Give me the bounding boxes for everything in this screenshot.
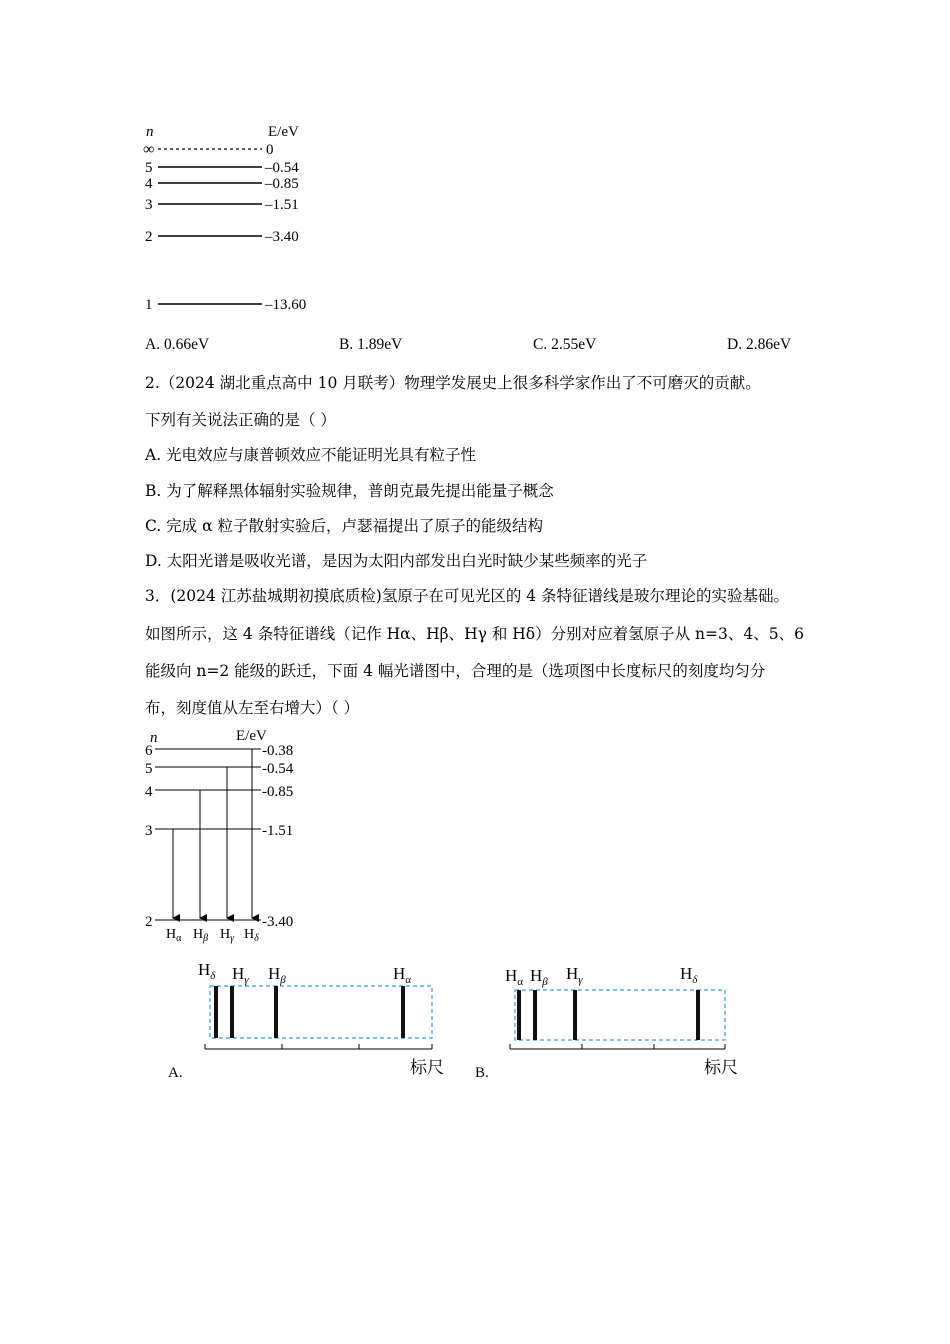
d2-n-4: 4 (145, 784, 153, 800)
level-n-3: 3 (145, 197, 153, 213)
energy-header: E/eV (268, 124, 299, 140)
q2-option-a: A. 光电效应与康普顿效应不能证明光具有粒子性 (145, 446, 477, 464)
spectrum-b-ruler-label: 标尺 (704, 1058, 738, 1077)
d2-n-6: 6 (145, 743, 153, 759)
spectrum-b-label-delta: $H_\delta$ (680, 964, 698, 986)
spectrum-b-label-gamma: $H_\gamma$ (566, 964, 583, 986)
spectrum-b-option: B. (475, 1065, 489, 1081)
level-e-5: –0.54 (265, 160, 299, 176)
spectrum-a-ruler-label: 标尺 (410, 1058, 444, 1077)
spectrum-b-box (515, 990, 725, 1040)
transition-diagram (0, 720, 400, 950)
spectrum-a-line-alpha (401, 986, 405, 1038)
n-header-2: n (150, 730, 158, 746)
spectrum-b-label-beta: $H_\beta$ (530, 966, 548, 988)
level-n-2: 2 (145, 229, 153, 245)
level-e-4: –0.85 (265, 176, 299, 192)
q1-option-c: C. 2.55eV (533, 336, 597, 353)
d2-n-5: 5 (145, 761, 153, 777)
spectrum-a-label-beta: $H_\beta$ (268, 964, 286, 986)
q2-stem-line1: 2.（2024 湖北重点高中 10 月联考）物理学发展史上很多科学家作出了不可磨灭的贡献。 (145, 374, 761, 392)
d2-e-6: -0.38 (262, 743, 294, 759)
q1-option-d: D. 2.86eV (727, 336, 792, 353)
spectrum-a-line-delta (214, 986, 218, 1038)
energy-level-diagram-1 (0, 0, 950, 330)
q3-line1: 3．(2024 江苏盐城期初摸底质检)氢原子在可见光区的 4 条特征谱线是玻尔理论的实验基础。 (145, 587, 790, 605)
spectrum-b-label-alpha: $H_\alpha$ (505, 966, 524, 988)
label-h-beta: $H_\beta$ (193, 927, 209, 944)
q3-line3: 能级向 n=2 能级的跃迁，下面 4 幅光谱图中，合理的是（选项图中长度标尺的刻度均匀分 (145, 662, 766, 680)
q2-option-b: B. 为了解释黑体辐射实验规律，普朗克最先提出能量子概念 (145, 482, 554, 500)
level-n-1: 1 (145, 297, 153, 313)
n-header: n (146, 124, 154, 140)
d2-n-3: 3 (145, 823, 153, 839)
level-n-4: 4 (145, 176, 153, 192)
level-e-1: –13.60 (265, 297, 307, 313)
level-e-2: –3.40 (265, 229, 299, 245)
d2-e-3: -1.51 (262, 823, 294, 839)
spectrum-b-line-beta (533, 990, 537, 1040)
q2-stem-line2: 下列有关说法正确的是（ ） (145, 411, 336, 429)
q3-line4: 布，刻度值从左至右增大）（ ） (145, 699, 360, 717)
spectrum-a-line-beta (274, 986, 278, 1038)
label-h-delta: $H_\delta$ (244, 927, 259, 944)
level-e-inf: 0 (266, 142, 274, 158)
spectrum-a-option: A. (168, 1065, 183, 1081)
q1-option-a: A. 0.66eV (145, 336, 210, 353)
q2-option-c: C. 完成 α 粒子散射实验后，卢瑟福提出了原子的能级结构 (145, 517, 543, 535)
level-n-5: 5 (145, 160, 153, 176)
spectrum-b (465, 955, 775, 1085)
d2-e-2: -3.40 (262, 914, 294, 930)
d2-e-4: -0.85 (262, 784, 294, 800)
spectrum-b-line-alpha (517, 990, 521, 1040)
q1-option-b: B. 1.89eV (339, 336, 403, 353)
label-h-gamma: $H_\gamma$ (220, 927, 235, 944)
spectrum-a-label-alpha: $H_\alpha$ (393, 964, 412, 986)
d2-e-5: -0.54 (262, 761, 294, 777)
spectrum-a-line-gamma (230, 986, 234, 1038)
spectrum-a-label-delta: $H_\delta$ (198, 960, 216, 982)
spectrum-b-line-delta (696, 990, 700, 1040)
d2-n-2: 2 (145, 914, 153, 930)
level-n-inf: ∞ (143, 141, 155, 158)
spectrum-a (160, 955, 470, 1085)
q3-line2: 如图所示，这 4 条特征谱线（记作 Hα、Hβ、Hγ 和 Hδ）分别对应着氢原子从 n=3、4、5、6 (145, 625, 804, 643)
energy-header-2: E/eV (236, 728, 267, 744)
level-e-3: –1.51 (265, 197, 299, 213)
q2-option-d: D. 太阳光谱是吸收光谱，是因为太阳内部发出白光时缺少某些频率的光子 (145, 552, 648, 570)
spectrum-a-box (210, 986, 432, 1038)
spectrum-b-line-gamma (573, 990, 577, 1040)
label-h-alpha: $H_\alpha$ (166, 927, 182, 944)
spectrum-a-label-gamma: $H_\gamma$ (232, 964, 249, 986)
